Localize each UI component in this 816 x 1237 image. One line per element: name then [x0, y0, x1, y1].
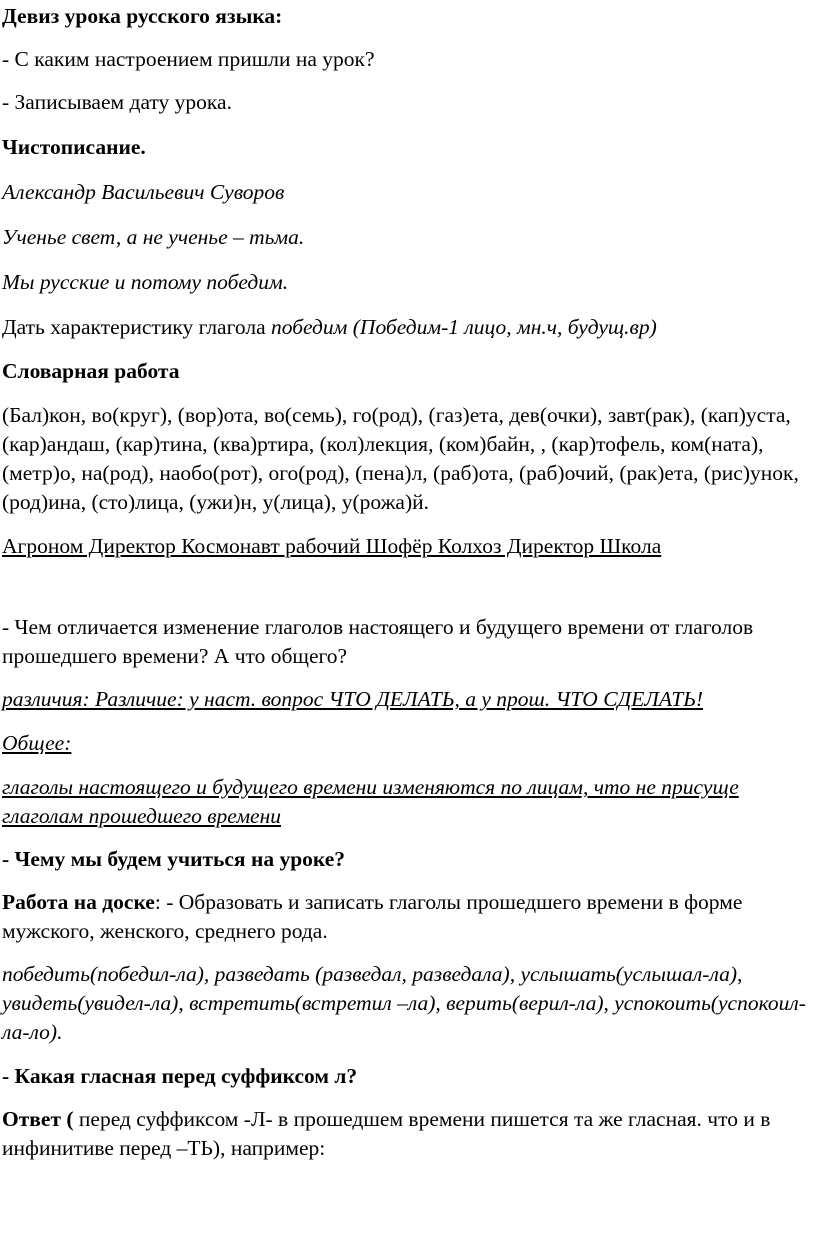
- name-line: Александр Васильевич Суворов: [2, 180, 285, 204]
- vocabulary-text: (Бал)кон, во(круг), (вор)ота, во(семь), го(род), (газ)ета, дев(очки), завт(рак), (кап)уста, (кар)андаш, (кар)тина, (ква)ртира, (кол)лекция, (ком)байн, , (кар)тофель, ком(ната), (метр)о, на(род), наобо(рот), ого(род), (пена)л, (раб)ота, (раб)очий, (рак)ета, (рис)унок, (род)ина, (сто)лица, (ужи)н, у(лица), у(рожа)й.: [2, 403, 799, 514]
- vocabulary-heading: Словарная работа: [2, 359, 180, 383]
- blank-line: [2, 561, 810, 613]
- calligraphy-heading: Чистописание.: [2, 135, 146, 159]
- board-text: : - Образовать и записать глаголы прошедшего времени в форме мужского, женского, среднего рода.: [2, 890, 743, 943]
- verb-task: [2, 313, 810, 342]
- board-label: Работа на доске: [2, 890, 155, 914]
- verb-examples: победить(победил-ла), разведать (разведал, разведала), услышать(услышал-ла), увидеть(увидел-ла), встретить(встретил –ла), верить(верил-ла), успокоить(успокоил-ла-ло).: [2, 962, 806, 1044]
- underlined-words: Агроном Директор Космонавт рабочий Шофёр Колхоз Директор Школа: [2, 534, 662, 558]
- motto-heading: Девиз урока русского языка:: [2, 4, 283, 28]
- document-page: [0, 2, 816, 1163]
- difference-question: - Чем отличается изменение глаголов настоящего и будущего времени от глаголов прошедшего времени? А что общего?: [2, 615, 754, 668]
- answer-text: перед суффиксом -Л- в прошедшем времени пишется та же гласная. что и в инфинитиве перед –ТЬ), например:: [2, 1107, 771, 1160]
- lesson-goal-question: - Чему мы будем учиться на уроке?: [2, 847, 346, 871]
- common-label: Общее:: [2, 731, 72, 755]
- vowel-question: - Какая гласная перед суффиксом л?: [2, 1064, 358, 1088]
- mood-question: - С каким настроением пришли на урок?: [2, 47, 375, 71]
- quote-line: Мы русские и потому победим.: [2, 270, 289, 294]
- date-instruction: - Записываем дату урока.: [2, 90, 232, 114]
- verb-task-prefix: Дать характеристику глагола: [2, 315, 271, 339]
- difference-answer: различия: Различие: у наст. вопрос ЧТО ДЕЛАТЬ, а у прош. ЧТО СДЕЛАТЬ!: [2, 687, 704, 711]
- answer-paragraph: [2, 1105, 810, 1163]
- board-task: [2, 888, 810, 946]
- verb-task-analysis: победим (Победим-1 лицо, мн.ч, будущ.вр): [271, 315, 657, 339]
- proverb-line: Ученье свет, а не ученье – тьма.: [2, 225, 305, 249]
- answer-label: Ответ (: [2, 1107, 79, 1131]
- common-answer: глаголы настоящего и будущего времени изменяются по лицам, что не присуще глаголам прошедшего времени: [2, 775, 739, 828]
